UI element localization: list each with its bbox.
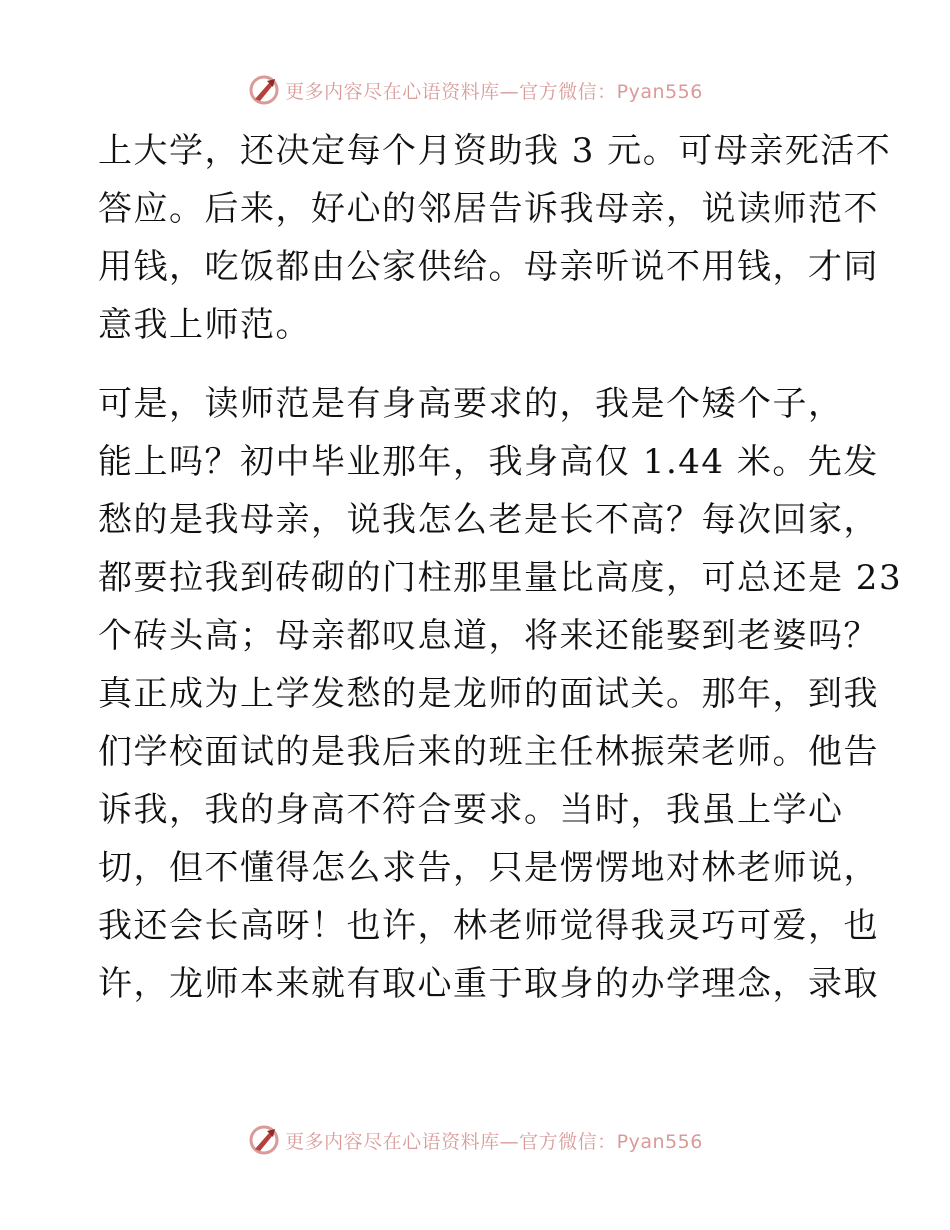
paragraph-gap [98,354,858,375]
text-line: 们学校面试的是我后来的班主任林振荣老师。他告 [98,732,879,772]
document-body [98,122,903,1013]
watermark-logo-icon [247,73,281,107]
text-line: 许，龙师本来就有取心重于取身的办学理念，录取 [98,964,879,1004]
watermark-text: 更多内容尽在心语资料库—官方微信：Pyan556 [285,1130,703,1153]
text-line: 上大学，还决定每个月资助我 3 元。可母亲死活不 [98,131,892,171]
text-line: 愁的是我母亲，说我怎么老是长不高？每次回家， [98,500,879,540]
watermark-text: 更多内容尽在心语资料库—官方微信：Pyan556 [285,80,703,103]
text-line: 能上吗？初中毕业那年，我身高仅 1.44 米。先发 [98,442,879,482]
watermark-logo-icon [247,1123,281,1157]
footer-watermark [0,1122,950,1158]
paragraph [98,375,903,1013]
text-line: 真正成为上学发愁的是龙师的面试关。那年，到我 [98,674,879,714]
text-line: 切，但不懂得怎么求告，只是愣愣地对林老师说， [98,848,879,888]
text-line: 答应。后来，好心的邻居告诉我母亲，说读师范不 [98,189,879,229]
text-line: 诉我，我的身高不符合要求。当时，我虽上学心 [98,790,844,830]
text-line: 我还会长高呀！也许，林老师觉得我灵巧可爱，也 [98,906,879,946]
paragraph [98,122,892,354]
text-line: 个砖头高；母亲都叹息道，将来还能娶到老婆吗？ [98,616,879,656]
header-watermark [0,72,950,108]
text-line: 可是，读师范是有身高要求的，我是个矮个子， [98,384,844,424]
text-line: 都要拉我到砖砌的门柱那里量比高度，可总还是 23 [98,558,903,598]
text-line: 意我上师范。 [98,305,311,345]
text-line: 用钱，吃饭都由公家供给。母亲听说不用钱，才同 [98,247,879,287]
